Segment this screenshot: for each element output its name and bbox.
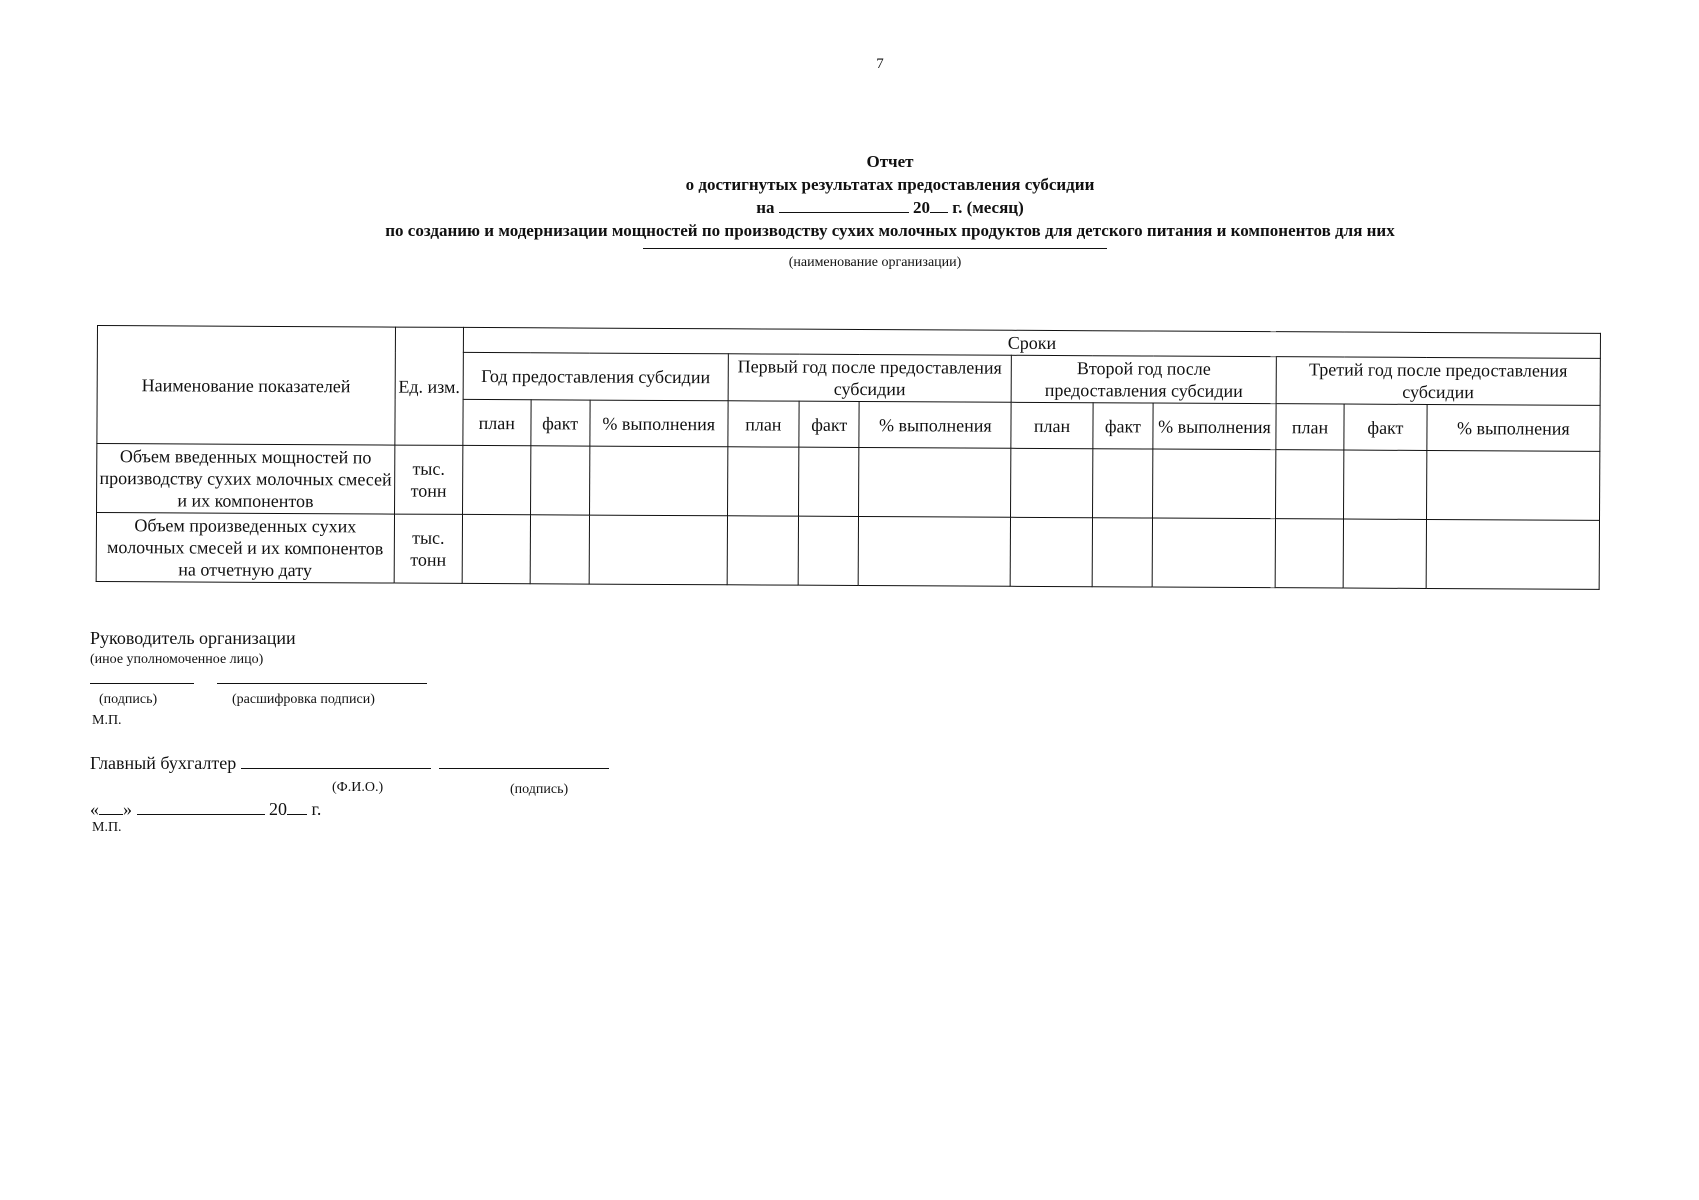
stamp: М.П.: [92, 820, 122, 835]
data-cell[interactable]: [530, 446, 590, 515]
data-cell[interactable]: [798, 516, 859, 585]
data-cell[interactable]: [463, 445, 531, 514]
org-block: [640, 248, 1110, 271]
date-suffix: г.: [311, 799, 322, 819]
sub-percent: % выполнения: [1153, 403, 1276, 450]
report-title: Отчет: [866, 152, 914, 171]
accountant-line: [90, 752, 609, 774]
header-unit: Ед. изм.: [395, 327, 464, 445]
period-third-year: Третий год после предоставления субсидии: [1276, 357, 1600, 406]
stamp: М.П.: [92, 713, 122, 728]
data-cell[interactable]: [1092, 449, 1153, 518]
day-blank[interactable]: [99, 798, 123, 815]
report-purpose: по созданию и модернизации мощностей по производству сухих молочных продуктов для детского питания и компонентов для них: [385, 221, 1395, 240]
accountant-label: Главный бухгалтер: [90, 753, 237, 773]
decode-caption: (расшифровка подписи): [232, 692, 375, 707]
data-cell[interactable]: [589, 446, 727, 516]
sub-fact: факт: [1093, 403, 1154, 449]
data-cell[interactable]: [1426, 450, 1600, 520]
accountant-fio-blank[interactable]: [241, 752, 431, 769]
period-year-of-subsidy: Год предоставления субсидии: [463, 352, 728, 400]
table-row: [96, 513, 1599, 590]
data-cell[interactable]: [1275, 450, 1344, 519]
data-cell[interactable]: [727, 447, 799, 516]
data-cell[interactable]: [1275, 519, 1344, 588]
data-cell[interactable]: [1011, 448, 1093, 517]
sub-percent: % выполнения: [590, 400, 728, 447]
page-number: 7: [876, 56, 884, 72]
date-open-quote: «: [90, 799, 99, 819]
data-cell[interactable]: [859, 447, 1011, 517]
data-cell[interactable]: [462, 514, 530, 583]
sub-percent: % выполнения: [1427, 404, 1601, 451]
sub-percent: % выполнения: [859, 401, 1011, 448]
sub-plan: план: [1276, 404, 1345, 450]
data-cell[interactable]: [1343, 519, 1426, 588]
date-prefix: на: [756, 198, 775, 217]
year-blank[interactable]: [930, 196, 948, 213]
sub-fact: факт: [530, 400, 590, 446]
header-indicator-name: Наименование показателей: [97, 326, 395, 446]
table-row: [97, 444, 1600, 521]
date-suffix: г. (месяц): [952, 198, 1024, 217]
data-cell[interactable]: [859, 516, 1011, 586]
date-year: 20: [913, 198, 931, 217]
row-indicator-name: Объем введенных мощностей по производству сухих молочных смесей и их компонентов: [97, 444, 395, 515]
sign-caption: (подпись): [99, 692, 158, 707]
report-date-line: [270, 196, 1510, 219]
date-close-quote: »: [123, 799, 132, 819]
head-signature-line[interactable]: [90, 683, 194, 684]
report-subtitle: о достигнутых результатах предоставления субсидии: [685, 175, 1095, 194]
sub-fact: факт: [1344, 404, 1427, 450]
data-cell[interactable]: [1426, 519, 1600, 589]
fio-caption: (Ф.И.О.): [332, 780, 384, 795]
org-caption: (наименование организации): [788, 255, 962, 270]
date-year: 20: [269, 799, 287, 819]
date-blank[interactable]: [779, 196, 909, 213]
accountant-sign-blank[interactable]: [439, 752, 609, 769]
year-blank[interactable]: [287, 798, 307, 815]
row-unit: тыс. тонн: [394, 445, 463, 514]
sub-plan: план: [1011, 402, 1093, 448]
sub-plan: план: [728, 401, 800, 447]
data-cell[interactable]: [1092, 518, 1153, 587]
org-name-line[interactable]: [643, 248, 1107, 249]
data-cell[interactable]: [589, 515, 727, 585]
row-indicator-name: Объем произведенных сухих молочных смесей и их компонентов на отчетную дату: [96, 513, 394, 584]
header-terms: Сроки: [464, 327, 1601, 358]
report-table: [96, 325, 1601, 590]
head-decode-line[interactable]: [217, 683, 427, 684]
data-cell[interactable]: [1010, 517, 1092, 586]
data-cell[interactable]: [1153, 449, 1276, 519]
month-blank[interactable]: [137, 798, 265, 815]
date-line: [90, 798, 321, 820]
head-note: (иное уполномоченное лицо): [90, 652, 264, 667]
data-cell[interactable]: [799, 447, 860, 516]
data-cell[interactable]: [1344, 450, 1427, 519]
data-cell[interactable]: [1152, 518, 1275, 588]
period-second-year: Второй год после предоставления субсидии: [1011, 355, 1276, 403]
report-header: [270, 150, 1510, 242]
period-first-year: Первый год после предоставления субсидии: [728, 354, 1012, 402]
data-cell[interactable]: [530, 515, 590, 584]
sub-fact: факт: [799, 401, 860, 447]
head-title: Руководитель организации: [90, 628, 296, 648]
accountant-sign-caption: (подпись): [510, 782, 569, 797]
row-unit: тыс. тонн: [394, 514, 463, 583]
data-cell[interactable]: [727, 516, 799, 585]
sub-plan: план: [463, 399, 531, 445]
